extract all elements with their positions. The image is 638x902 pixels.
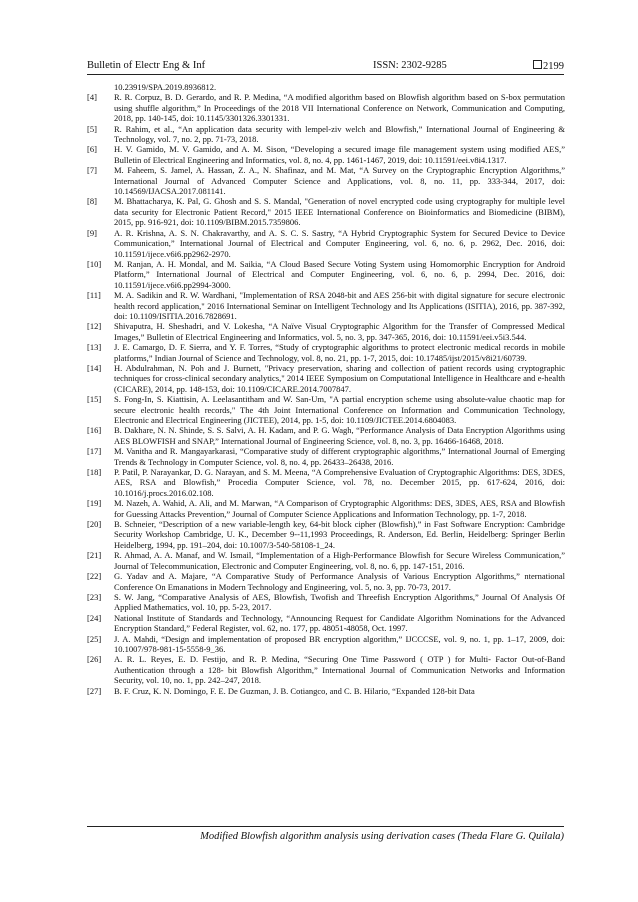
reference-number: [24]	[87, 612, 102, 623]
reference-item	[87, 467, 565, 498]
reference-text: A. R. Krishna, A. S. N. Chakravarthy, and A. S. C. S. Sastry, “A Hybrid Cryptographic System for Secured Device to Device Communication,” International Journal of Electrical and Computer Engineering, vol. 6, no. 6, p. 2962, Dec. 2016, doi: 10.11591/ijece.v6i6.pp2962-2970.	[114, 227, 565, 259]
reference-item	[87, 342, 565, 363]
reference-text: H. V. Gamido, M. V. Gamido, and A. M. Sison, “Developing a secured image file management system using modified AES,” Bulletin of Electrical Engineering and Informatics, vol. 8, no. 4, pp. 1461-1467, 2019, doi: 10.11591/eei.v8i4.1317.	[114, 144, 565, 165]
reference-number: [23]	[87, 591, 102, 602]
reference-item	[87, 363, 565, 394]
reference-item	[87, 124, 565, 145]
reference-continuation: 10.23919/SPA.2019.8936812.	[114, 82, 217, 92]
reference-text: M. Faheem, S. Jamel, A. Hassan, Z. A., N. Shafinaz, and M. Mat, “A Survey on the Cryptographic Encryption Algorithms,” International Journal of Advanced Computer Science and Applications, vol. 8, no. 11, pp. 333-344, 2017, doi: 10.14569/IJACSA.2017.081141.	[114, 165, 565, 197]
reference-item	[87, 196, 565, 227]
reference-number: [8]	[87, 196, 97, 207]
checkbox-icon	[533, 60, 542, 69]
reference-text: R. R. Corpuz, B. D. Gerardo, and R. P. Medina, “A modified algorithm based on Blowfish algorithm based on S-box permutation using shuffle algorithm,” In Proceedings of the 2018 VII International Conference on Network, Communication and Computing, 2018, pp. 140-145, doi: 10.1145/3301326.3301331.	[114, 92, 565, 124]
reference-item	[87, 550, 565, 571]
reference-item	[87, 654, 565, 685]
reference-item	[87, 446, 565, 467]
header-rule	[87, 74, 564, 75]
reference-number: [15]	[87, 394, 102, 405]
reference-item	[87, 613, 565, 634]
reference-number: [12]	[87, 321, 102, 332]
reference-text: M. A. Sadikin and R. W. Wardhani, "Implementation of RSA 2048-bit and AES 256-bit with digital signature for secure electronic health record application," 2016 International Seminar on Intelligent Technology and Its Applications (ISITIA), 2016, pp. 387-392, doi: 10.1109/ISITIA.2016.7828691.	[114, 290, 565, 321]
running-footer: Modified Blowfish algorithm analysis using derivation cases (Theda Flare G. Quilala)	[200, 831, 564, 842]
reference-text: R. Ahmad, A. A. Manaf, and W. Ismail, “Implementation of a High-Performance Blowfish for Secure Wireless Communication,” Journal of Telecommunication, Electronic and Computer Engineering, vol. 8, no. 6, pp. 147-151, 2016.	[114, 550, 565, 571]
reference-text: S. Fong-In, S. Kiattisin, A. Leelasantitham and W. San-Um, "A partial encryption scheme using absolute-value chaotic map for secure electronic health records," The 4th Joint International Conference on Information and Communication Technology, Electronic and Electrical Engineering (JICTEE), 2014, pp. 1-5, doi: 10.1109/JICTEE.2014.6804083.	[114, 394, 565, 425]
reference-number: [25]	[87, 633, 102, 644]
reference-number: [16]	[87, 425, 102, 436]
reference-item	[87, 321, 565, 342]
running-header	[87, 58, 564, 74]
reference-item	[87, 634, 565, 655]
reference-text: M. Vanitha and R. Mangayarkarasi, “Comparative study of different cryptographic algorithms,” International Journal of Emerging Trends & Technology in Computer Science, vol. 8, no. 4, pp. 26433–26438, 2016.	[114, 446, 565, 467]
reference-text: B. Dakhare, N. N. Shinde, S. S. Salvi, A. H. Kadam, and P. G. Wagh, “Performance Analysis of Data Encryption Algorithms using AES BLOWFISH and SNAP,” International Journal of Engineering Science, vol. 8, no. 3, pp. 16466-16468, 2018.	[114, 425, 565, 446]
reference-number: [11]	[87, 290, 101, 301]
reference-text: P. Patil, P. Narayankar, D. G. Narayan, and S. M. Meena, “A Comprehensive Evaluation of Cryptographic Algorithms: DES, 3DES, AES, RSA and Blowfish,” Procedia Computer Science, vol. 78, no. December 2015, pp. 617-624, 2016, doi: 10.1016/j.procs.2016.02.108.	[114, 467, 565, 498]
reference-text: M. Nazeh, A. Wahid, A. Ali, and M. Marwan, “A Comparison of Cryptographic Algorithms: DES, 3DES, AES, RSA and Blowfish for Guessing Attacks Prevention,” Journal of Computer Science Applications and Information Technology, pp. 1-7, 2018.	[114, 498, 565, 519]
journal-name: Bulletin of Electr Eng & Inf	[87, 60, 206, 71]
reference-text: National Institute of Standards and Technology, “Announcing Request for Candidate Algorithm Nominations for the Advanced Encryption Standard,” Federal Register, vol. 62, no. 177, pp. 48051-48058, Oct. 1997.	[114, 612, 565, 634]
reference-number: [7]	[87, 165, 97, 176]
reference-number: [21]	[87, 550, 102, 561]
reference-item	[87, 425, 565, 446]
reference-number: [10]	[87, 258, 102, 269]
reference-number: [9]	[87, 227, 97, 238]
reference-text: S. W. Jang, “Comparative Analysis of AES, Blowfish, Twofish and Threefish Encryption Algorithms,” Journal Of Analysis Of Applied Mathematics, vol. 10, pp. 5-23, 2017.	[114, 591, 565, 613]
reference-text: H. Abdulrahman, N. Poh and J. Burnett, "Privacy preservation, sharing and collection of patient records using cryptographic techniques for cross-clinical secondary analytics," 2014 IEEE Symposium on Computational Intelligence in Healthcare and e-health (CICARE), 2014, pp. 148-153, doi: 10.1109/CICARE.2014.7007847.	[114, 362, 565, 394]
reference-item	[87, 394, 565, 425]
reference-text: B. F. Cruz, K. N. Domingo, F. E. De Guzman, J. B. Cotiangco, and C. B. Hilario, “Expanded 128-bit Data	[114, 685, 475, 696]
reference-item	[87, 592, 565, 613]
reference-text: Shivaputra, H. Sheshadri, and V. Lokesha, “A Naïve Visual Cryptographic Algorithm for the Transfer of Compressed Medical Images,” Bulletin of Electrical Engineering and Informatics, vol. 5, no. 3, pp. 347-365, 2016, doi: 10.11591/eei.v5i3.544.	[114, 321, 565, 342]
reference-number: [4]	[87, 92, 97, 103]
reference-number: [18]	[87, 467, 102, 478]
reference-text: B. Schneier, “Description of a new variable-length key, 64-bit block cipher (Blowfish),” in Fast Software Encryption: Cambridge Security Workshop Cambridge, U. K., December 9--11,1993 Proceedings, R. Anderson, Ed. Berlin, Heidelberg: Springer Berlin Heidelberg, 1994, pp. 191–204, doi: 10.1007/3-540-58108-1_24.	[114, 519, 565, 550]
reference-item	[87, 228, 565, 259]
reference-number: [6]	[87, 144, 97, 155]
reference-item	[87, 290, 565, 321]
reference-number: [22]	[87, 571, 102, 582]
reference-item	[87, 498, 565, 519]
reference-text: A. R. L. Reyes, E. D. Festijo, and R. P. Medina, “Securing One Time Password ( OTP ) for Multi- Factor Out-of-Band Authentication through a 128- bit Blowfish Algorithm,” International Journal of Communication Networks and Information Security, vol. 10, no. 1, pp. 242–247, 2018.	[114, 654, 565, 686]
reference-item	[87, 571, 565, 592]
footer-rule	[87, 826, 564, 827]
reference-number: [19]	[87, 498, 102, 509]
issn: ISSN: 2302-9285	[373, 60, 447, 71]
reference-text: J. E. Camargo, D. F. Sierra, and Y. F. Torres, “Study of cryptographic algorithms to protect electronic medical records in mobile platforms,” Indian Journal of Science and Technology, vol. 8, no. 21, pp. 1-7, 2015, doi: 10.17485/ijst/2015/v8i21/60739.	[114, 342, 565, 363]
references-list	[87, 82, 565, 696]
reference-number: [20]	[87, 519, 102, 530]
reference-number: [13]	[87, 342, 102, 353]
reference-text: M. Ranjan, A. H. Mondal, and M. Saikia, “A Cloud Based Secure Voting System using Homomorphic Encryption for Android Platform,” International Journal of Electrical and Computer Engineering, vol. 6, no. 6, p. 2994, Dec. 2016, doi: 10.11591/ijece.v6i6.pp2994-3000.	[114, 258, 565, 290]
reference-item	[87, 92, 565, 123]
reference-item	[87, 519, 565, 550]
reference-number: [27]	[87, 685, 102, 696]
reference-number: [14]	[87, 362, 102, 373]
reference-number: [5]	[87, 123, 97, 134]
reference-number: [17]	[87, 446, 102, 457]
reference-number: [26]	[87, 654, 102, 665]
reference-text: M. Bhattacharya, K. Pal, G. Ghosh and S. S. Mandal, "Generation of novel encrypted code using cryptography for multiple level data security for Electronic Patient Record," 2015 IEEE International Conference on Bioinformatics and Biomedicine (BIBM), 2015, pp. 916-921, doi: 10.1109/BIBM.2015.7359806.	[114, 196, 565, 228]
page-number: 2199	[543, 61, 564, 72]
reference-item	[87, 259, 565, 290]
reference-item	[87, 686, 565, 696]
reference-item	[87, 165, 565, 196]
reference-text: J. A. Mahdi, “Design and implementation of proposed BR encryption algorithm,” IJCCCSE, vol. 9, no. 1, pp. 1–17, 2009, doi: 10.1007/978-981-15-5558-9_36.	[114, 633, 565, 654]
page-number-group	[533, 60, 564, 72]
reference-text: R. Rahim, et al., “An application data security with lempel-ziv welch and Blowfish,” International Journal of Engineering & Technology, vol. 7, no. 2, pp. 71-73, 2018.	[114, 123, 565, 145]
reference-text: G. Yadav and A. Majare, “A Comparative Study of Performance Analysis of Various Encryption Algorithms,” nternational Conference On Emanations in Modern Technology and Engineering, vol. 5, no. 3, pp. 70-73, 2017.	[114, 571, 565, 592]
reference-item	[87, 144, 565, 165]
